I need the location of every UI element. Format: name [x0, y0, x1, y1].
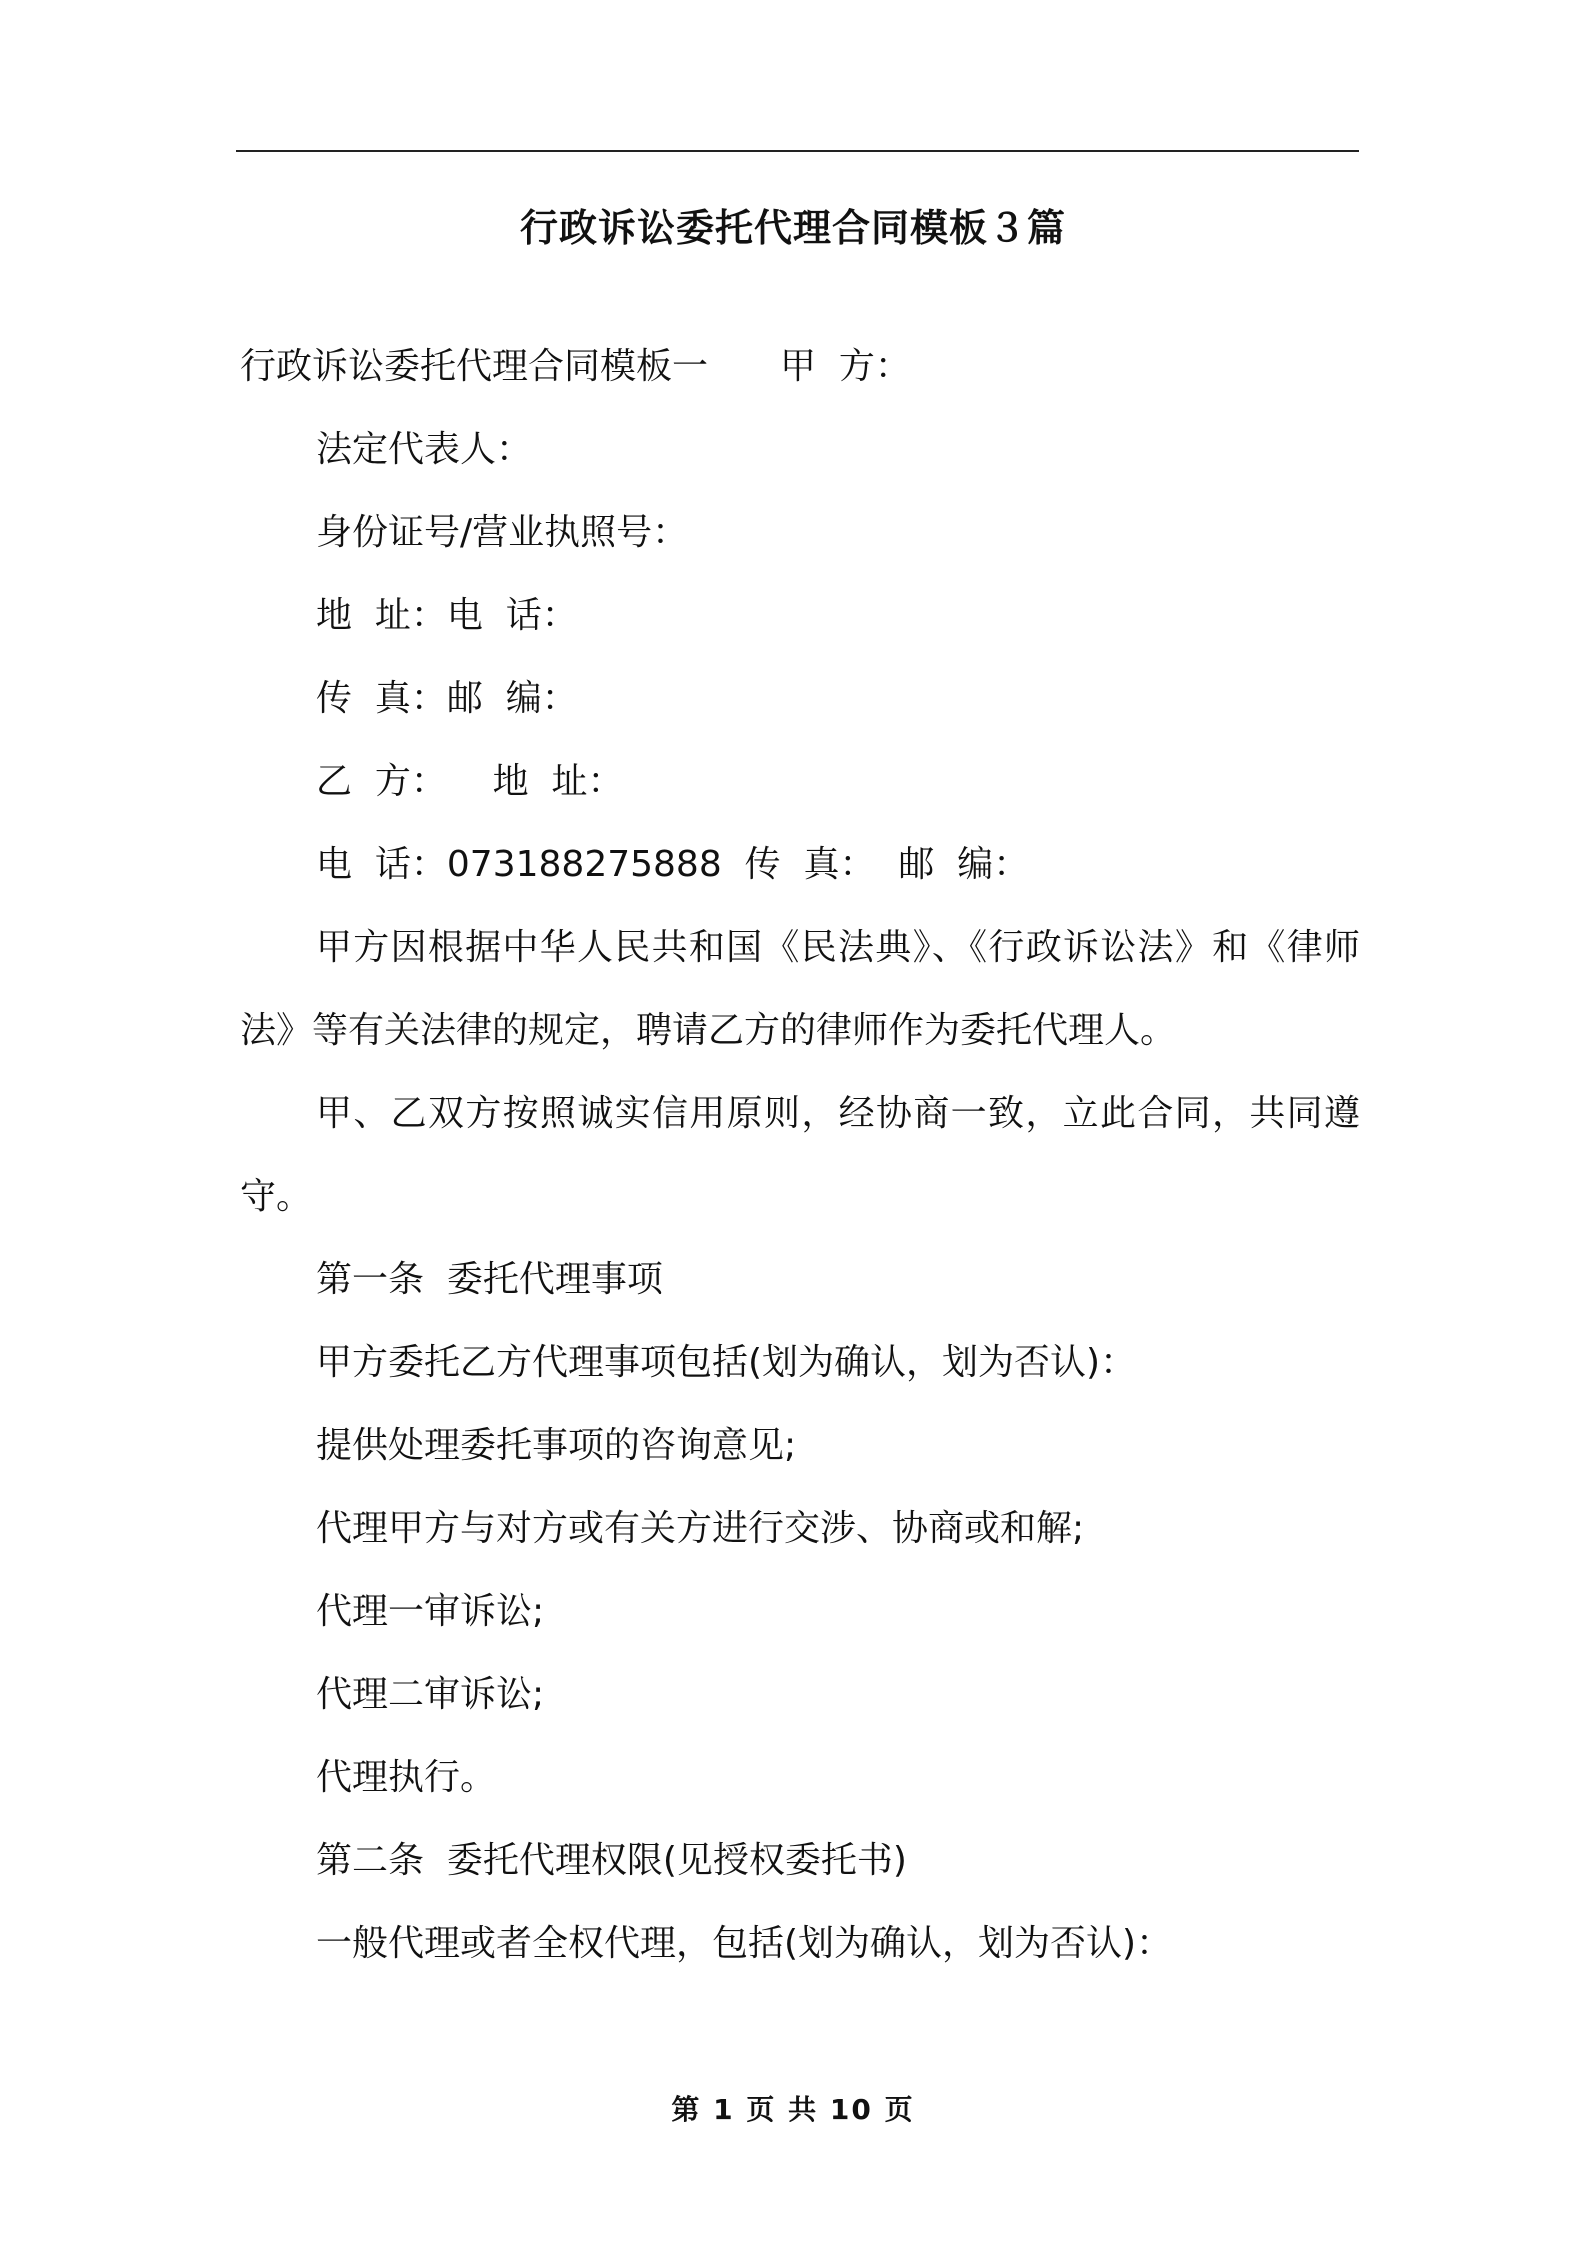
list-item-negotiation: 代理甲方与对方或有关方进行交涉、协商或和解; — [316, 1508, 1085, 1549]
document-title: 行政诉讼委托代理合同模板３篇 — [519, 206, 1066, 250]
paragraph-id-number: 身份证号/营业执照号： — [316, 512, 689, 553]
article-2-heading: 第二条 委托代理权限(见授权委托书) — [316, 1840, 907, 1881]
header-rule — [236, 150, 1359, 152]
paragraph-legal-representative: 法定代表人： — [316, 429, 533, 470]
list-item-execution: 代理执行。 — [316, 1757, 497, 1798]
paragraph-matters-intro: 甲方委托乙方代理事项包括(划为确认，划为否认)： — [316, 1342, 1137, 1383]
paragraph-authority-scope: 一般代理或者全权代理，包括(划为确认，划为否认)： — [316, 1923, 1173, 1964]
paragraph-fax-postcode: 传 真：邮 编： — [316, 678, 578, 719]
document-body — [240, 325, 1360, 1985]
list-item-first-instance: 代理一审诉讼; — [316, 1591, 545, 1632]
paragraph-party-b: 乙 方： 地 址： — [316, 761, 624, 802]
paragraph-template-heading: 行政诉讼委托代理合同模板一 甲 方： — [240, 346, 911, 387]
paragraph-legal-basis: 甲方因根据中华人民共和国《民法典》、《行政诉讼法》和《律师法》等有关法律的规定，聘请乙方的律师作为委托代理人。 — [240, 927, 1360, 1051]
paragraph-party-b-contact: 电 话：073188275888 传 真： 邮 编： — [316, 844, 1030, 885]
list-item-second-instance: 代理二审诉讼; — [316, 1674, 545, 1715]
article-1-heading: 第一条 委托代理事项 — [316, 1259, 663, 1300]
paragraph-address-phone: 地 址：电 话： — [316, 595, 578, 636]
list-item-consultation: 提供处理委托事项的咨询意见; — [316, 1425, 797, 1466]
paragraph-agreement: 甲、乙双方按照诚实信用原则，经协商一致，立此合同，共同遵守。 — [240, 1093, 1360, 1217]
page-footer: 第 1 页 共 10 页 — [671, 2093, 915, 2126]
